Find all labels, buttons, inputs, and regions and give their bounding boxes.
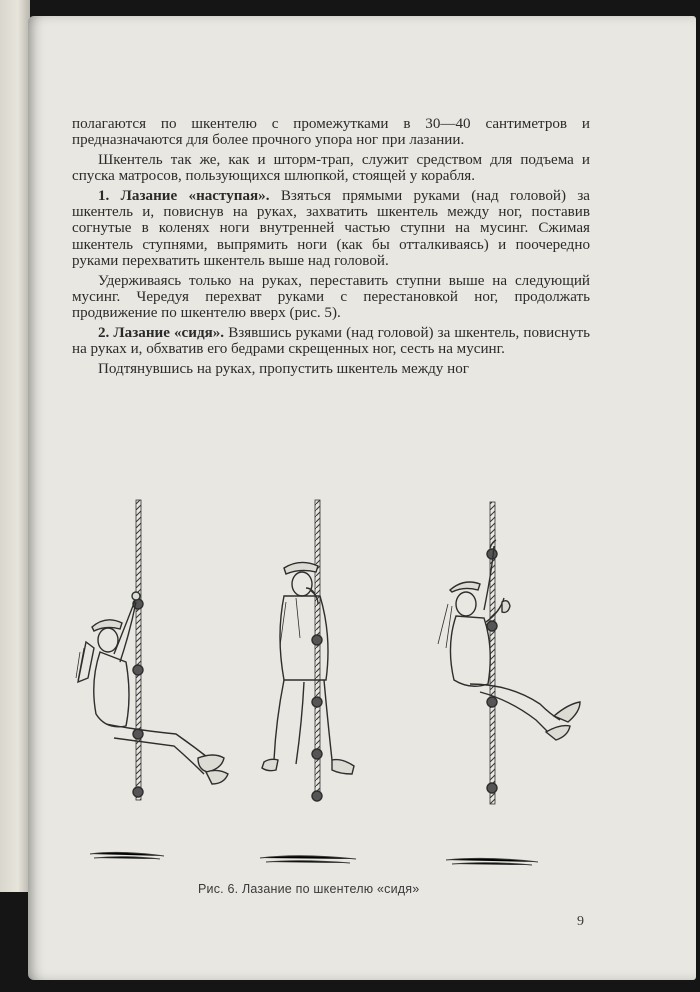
sailor-standing-with-rope bbox=[262, 500, 354, 801]
paragraph-5 bbox=[72, 325, 590, 358]
sailor-climbing-rope bbox=[438, 502, 580, 804]
heading-stepping: 1. Лазание «наступая». bbox=[98, 187, 270, 204]
paragraph-6: Подтянувшись на руках, пропустить шкентель между ног bbox=[98, 360, 469, 377]
paragraph-4: Удерживаясь только на руках, переставить ступни выше на следующий мусинг. Чередуя перехват руками с перестановкой ног, продолжать продвижение по шкентелю вверх (рис. 5). bbox=[72, 272, 590, 322]
heading-sitting: 2. Лазание «сидя». bbox=[98, 324, 225, 341]
paragraph-2: Шкентель так же, как и шторм-трап, служит средством для подъема и спуска матросов, пользующихся шлюпкой, стоящей у корабля. bbox=[72, 151, 590, 185]
body-text bbox=[72, 116, 590, 380]
sailor-sitting-on-rope bbox=[76, 500, 228, 800]
paragraph-3-text: Взяться прямыми руками (над головой) за шкентель и, повиснув на руках, захватить шкентель между ног, поставив согнутые в коленях ноги внутренней частью ступни на мусинг. Сжимая шкентель ступнями, выпрямить ноги (как бы отталкиваясь) и поочередно руками перехватить шкентель выше над головой. bbox=[72, 187, 590, 270]
figure-caption: Рис. 6. Лазание по шкентелю «сидя» bbox=[198, 882, 420, 896]
figure-rope-climbing bbox=[70, 492, 590, 877]
paragraph-3 bbox=[72, 188, 590, 270]
page-number: 9 bbox=[577, 914, 584, 929]
paragraph-1: полагаются по шкентелю с промежутками в 30—40 сантиметров и предназначаются для более прочного упора ног при лазании. bbox=[72, 116, 590, 149]
paragraph-5-text: Взявшись руками (над головой) за шкентель, повиснуть на руках и, обхватив его бедрами скрещенных ног, сесть на мусинг. bbox=[72, 324, 590, 358]
ground-shadows bbox=[90, 852, 538, 865]
facing-page-edge bbox=[0, 0, 30, 892]
